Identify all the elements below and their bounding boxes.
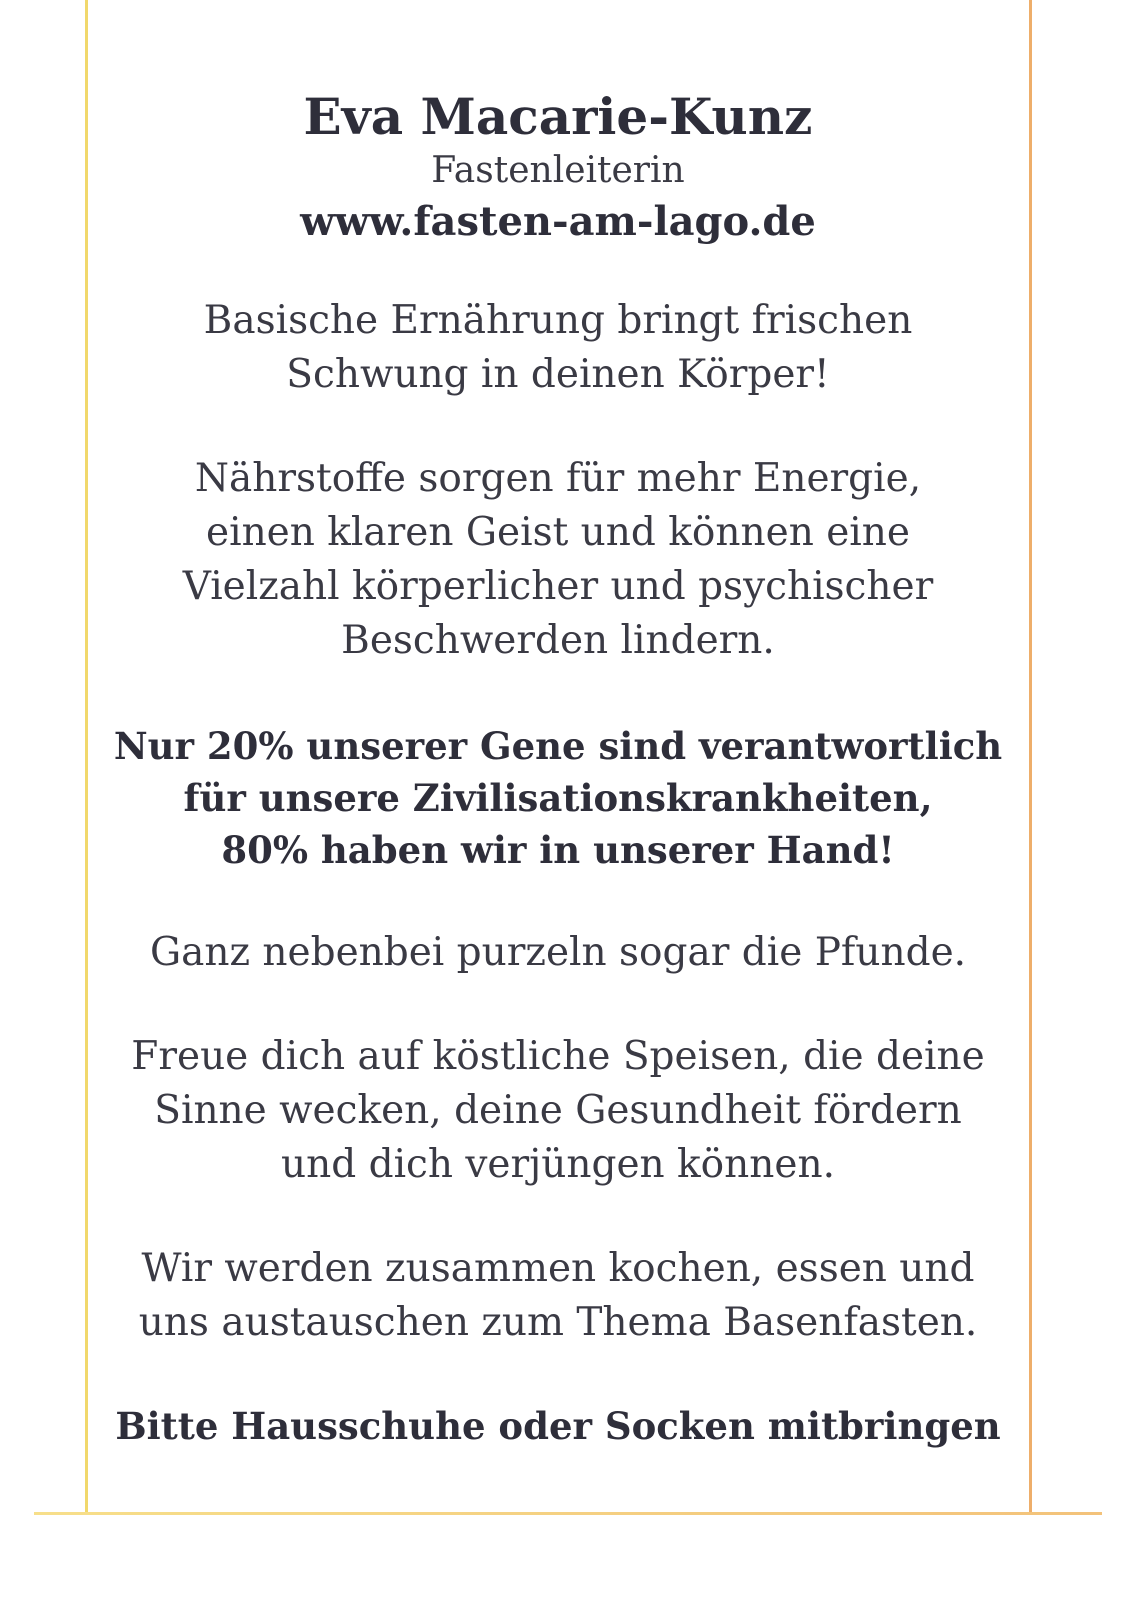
text-line: Basische Ernährung bringt frischen: [203, 298, 913, 343]
text-line: einen klaren Geist und können eine: [206, 510, 910, 555]
text-line: Schwung in deinen Körper!: [286, 352, 830, 397]
frame-line-bottom: [34, 1512, 1102, 1515]
paragraph-pounds: [90, 926, 1026, 980]
paragraph-cooking: [90, 1242, 1026, 1350]
paragraph-nutrients: [90, 452, 1026, 668]
text-line: und dich verjüngen können.: [281, 1142, 835, 1187]
paragraph-genes: [90, 720, 1026, 876]
author-role: Fastenleiterin: [431, 150, 685, 191]
frame-line-right: [1029, 0, 1032, 1514]
text-line: Bitte Hausschuhe oder Socken mitbringen: [115, 1404, 1001, 1448]
paragraph-slippers: [90, 1400, 1026, 1452]
text-line: uns austauschen zum Thema Basenfasten.: [138, 1300, 978, 1345]
text-line: Nährstoffe sorgen für mehr Energie,: [194, 456, 922, 501]
text-line: Beschwerden lindern.: [341, 618, 775, 663]
text-line: Nur 20% unserer Gene sind verantwortlich: [113, 724, 1003, 768]
text-line: Ganz nebenbei purzeln sogar die Pfunde.: [149, 930, 967, 975]
paragraph-intro: [90, 294, 1026, 402]
text-line: 80% haben wir in unserer Hand!: [221, 828, 895, 872]
author-name: Eva Macarie-Kunz: [303, 87, 813, 146]
text-line: Wir werden zusammen kochen, essen und: [141, 1246, 975, 1291]
text-line: Sinne wecken, deine Gesundheit fördern: [154, 1088, 962, 1133]
text-line: für unsere Zivilisationskrankheiten,: [183, 776, 933, 820]
paragraph-food: [90, 1030, 1026, 1192]
text-line: Freue dich auf köstliche Speisen, die deine: [131, 1034, 985, 1079]
website-link[interactable]: www.fasten-am-lago.de: [300, 198, 816, 245]
text-line: Vielzahl körperlicher und psychischer: [182, 564, 934, 609]
frame-line-left: [85, 0, 88, 1514]
flyer-content: [90, 88, 1026, 1452]
